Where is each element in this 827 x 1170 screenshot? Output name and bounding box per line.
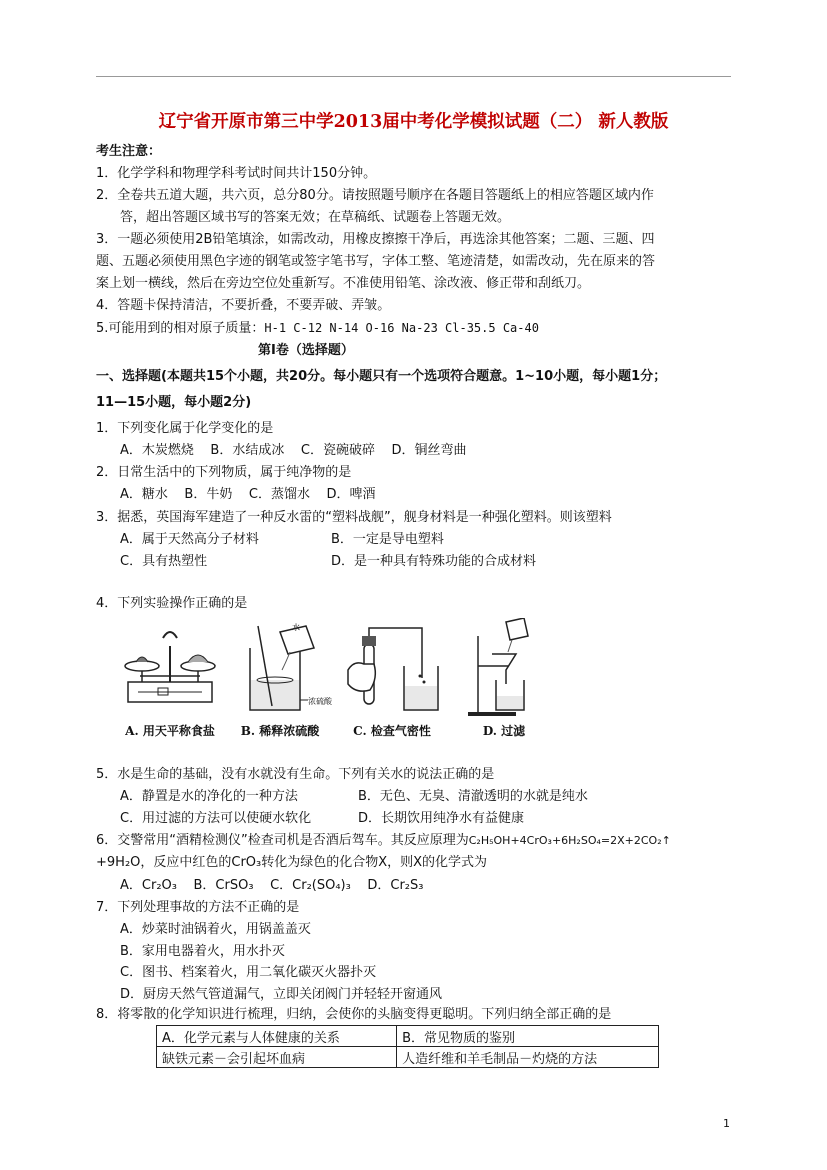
q7-option-c: C．图书、档案着火，用二氧化碳灭火器扑灭 bbox=[120, 965, 377, 980]
table-cell: A．化学元素与人体健康的关系 bbox=[157, 1026, 397, 1047]
section1-heading-a: 一、选择题(本题共15个小题，共20分。每小题只有一个选项符合题意。1~10小题，每小题1分； bbox=[96, 369, 667, 384]
figure-c-caption: C. 检查气密性 bbox=[353, 724, 431, 738]
q5-option-c: C．用过滤的方法可以使硬水软化 bbox=[120, 811, 312, 826]
q3-option-a: A．属于天然高分子材料 bbox=[120, 532, 259, 547]
figure-airtight bbox=[340, 618, 444, 744]
q2-stem: 2．日常生活中的下列物质，属于纯净物的是 bbox=[96, 465, 352, 480]
q6-line2: +9H₂O，反应中红色的CrO₃转化为绿色的化合物X，则X的化学式为 bbox=[96, 855, 488, 870]
filtration-drawing bbox=[452, 618, 556, 722]
notice-1: 1．化学学科和物理学科考试时间共计150分钟。 bbox=[96, 166, 377, 181]
q7-option-b: B．家用电器着火，用水扑灭 bbox=[120, 944, 285, 959]
notice-5 bbox=[96, 318, 539, 339]
q1-options: A．木炭燃烧 B．水结成冰 C．瓷碗破碎 D．铜丝弯曲 bbox=[120, 443, 467, 458]
q8-stem: 8．将零散的化学知识进行梳理，归纳，会使你的头脑变得更聪明。下列归纳全部正确的是 bbox=[96, 1007, 612, 1022]
q4-figures bbox=[118, 618, 558, 744]
table-cell: 人造纤维和羊毛制品－灼烧的方法 bbox=[397, 1047, 659, 1068]
airtight-drawing bbox=[340, 618, 444, 722]
notice-3a: 3．一题必须使用2B铅笔填涂，如需改动，用橡皮擦擦干净后，再选涂其他答案；二题、三题、四 bbox=[96, 232, 655, 247]
atomic-masses: H-1 C-12 N-14 O-16 Na-23 Cl-35.5 Ca-40 bbox=[264, 321, 539, 335]
q5-option-d: D．长期饮用纯净水有益健康 bbox=[358, 811, 525, 826]
q4-stem: 4．下列实验操作正确的是 bbox=[96, 596, 248, 611]
table-cell: 缺铁元素－会引起坏血病 bbox=[157, 1047, 397, 1068]
balance-drawing bbox=[118, 618, 222, 722]
figure-d-caption: D. 过滤 bbox=[482, 724, 526, 738]
q3-option-b: B．一定是导电塑料 bbox=[331, 532, 444, 547]
q5-option-a: A．静置是水的净化的一种方法 bbox=[120, 789, 298, 804]
label-water: 水 bbox=[292, 623, 300, 632]
table-cell: B．常见物质的鉴别 bbox=[397, 1026, 659, 1047]
header-rule bbox=[96, 76, 731, 77]
q3-stem: 3．据悉，英国海军建造了一种反水雷的“塑料战舰”，舰身材料是一种强化塑料。则该塑料 bbox=[96, 510, 612, 525]
notice-5-label: 5.可能用到的相对原子质量： bbox=[96, 321, 265, 336]
figure-b-caption: B. 稀释浓硫酸 bbox=[240, 724, 320, 738]
q5-option-b: B．无色、无臭、清澈透明的水就是纯水 bbox=[358, 789, 588, 804]
notice-3b: 题、五题必须使用黑色字迹的钢笔或签字笔书写，字体工整、笔迹清楚，如需改动，先在原来的答 bbox=[96, 254, 656, 269]
q7-stem: 7．下列处理事故的方法不正确的是 bbox=[96, 900, 300, 915]
notice-3c: 案上划一横线，然后在旁边空位处重新写。不准使用铅笔、涂改液、修正带和刮纸刀。 bbox=[96, 276, 591, 291]
q3-option-d: D．是一种具有特殊功能的合成材料 bbox=[331, 554, 537, 569]
page-number: 1 bbox=[723, 1117, 730, 1130]
q2-options: A．糖水 B．牛奶 C．蒸馏水 D．啤酒 bbox=[120, 487, 376, 502]
q6-stem: 6．交警常用“酒精检测仪”检查司机是否酒后驾车。其反应原理为 bbox=[96, 833, 469, 848]
table-row bbox=[157, 1026, 659, 1047]
q8-table bbox=[156, 1025, 659, 1068]
notice-2a: 2．全卷共五道大题，共六页，总分80分。请按照题号顺序在各题目答题纸上的相应答题区域内作 bbox=[96, 188, 654, 203]
label-conc-acid: 浓硫酸 bbox=[308, 697, 332, 706]
q6-stem-line bbox=[96, 831, 671, 851]
q7-option-a: A．炒菜时油锅着火，用锅盖盖灭 bbox=[120, 922, 311, 937]
q3-option-c: C．具有热塑性 bbox=[120, 554, 208, 569]
q6-options: A．Cr₂O₃ B．CrSO₃ C．Cr₂(SO₄)₃ D．Cr₂S₃ bbox=[120, 878, 424, 893]
q5-stem: 5．水是生命的基础，没有水就没有生命。下列有关水的说法正确的是 bbox=[96, 767, 495, 782]
q1-stem: 1．下列变化属于化学变化的是 bbox=[96, 421, 274, 436]
figure-balance bbox=[118, 618, 222, 744]
q6-equation: C₂H₅OH+4CrO₃+6H₂SO₄=2X+2CO₂↑ bbox=[468, 834, 671, 847]
figure-filtration bbox=[452, 618, 556, 744]
notice-2b: 答，超出答题区域书写的答案无效；在草稿纸、试题卷上答题无效。 bbox=[120, 210, 511, 225]
page-title: 辽宁省开原市第三中学2013届中考化学模拟试题（二） 新人教版 bbox=[158, 112, 669, 132]
volume-title: 第Ⅰ卷（选择题） bbox=[258, 343, 354, 358]
notice-heading: 考生注意： bbox=[96, 144, 162, 159]
figure-a-caption: A. 用天平称食盐 bbox=[125, 724, 215, 738]
figure-dilution bbox=[228, 618, 332, 744]
notice-4: 4．答题卡保持清洁，不要折叠，不要弄破、弄皱。 bbox=[96, 298, 391, 313]
section1-heading-b: 11—15小题，每小题2分) bbox=[96, 395, 252, 410]
table-row bbox=[157, 1047, 659, 1068]
q7-option-d: D．厨房天然气管道漏气，立即关闭阀门并轻轻开窗通风 bbox=[120, 987, 443, 1002]
